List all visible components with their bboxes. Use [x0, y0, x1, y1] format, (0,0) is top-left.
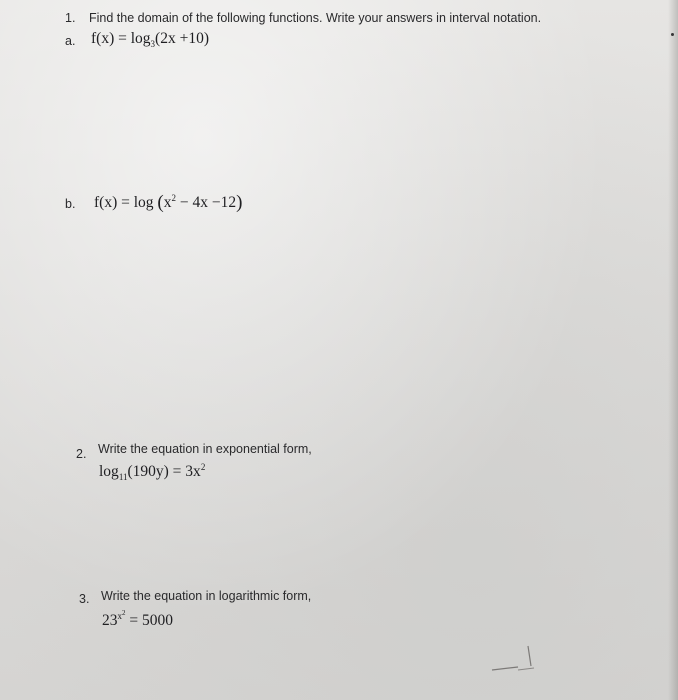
expr-1a-prefix: f(x) = log: [91, 30, 151, 47]
expr-3-exponent-power: 2: [122, 608, 126, 617]
expr-3-rhs: = 5000: [129, 612, 173, 629]
expr-1a-base: 3: [150, 39, 156, 50]
expr-3-exponent-var: x: [117, 610, 122, 621]
question-3-number: 3.: [79, 592, 90, 606]
question-1b-label: b.: [65, 197, 76, 211]
question-2-expression: [99, 463, 205, 481]
pencil-mark: [488, 640, 548, 680]
expr-1b-paren-open: (: [157, 192, 164, 213]
expr-1b-paren-close: ): [236, 192, 243, 213]
question-2-number: 2.: [76, 447, 87, 461]
expr-2-exponent: 2: [200, 461, 206, 472]
expr-1b-prefix: f(x) = log: [94, 194, 154, 211]
question-1-number: 1.: [65, 11, 76, 25]
expr-2-base: 11: [118, 472, 128, 483]
expr-2-log: log: [99, 463, 119, 480]
question-3-expression: [102, 608, 173, 630]
question-1a-expression: [91, 30, 209, 48]
expr-2-arg: (190y) = 3x: [127, 463, 201, 480]
expr-3-base: 23: [102, 612, 118, 629]
expr-1a-suffix: (2x +10): [155, 30, 209, 47]
expr-1b-inner-a: x: [163, 194, 172, 211]
question-2-prompt: Write the equation in exponential form,: [98, 442, 312, 456]
paper-edge-shadow: [668, 0, 678, 700]
question-1a-label: a.: [65, 34, 76, 48]
question-3-prompt: Write the equation in logarithmic form,: [101, 589, 312, 603]
expr-1b-exponent: 2: [171, 192, 176, 203]
question-1-prompt: Find the domain of the following functions. Write your answers in interval notation.: [89, 11, 542, 25]
expr-3-exponent: [117, 608, 126, 621]
expr-1b-inner-b: − 4x −12: [176, 194, 237, 211]
question-1b-expression: [94, 191, 242, 213]
